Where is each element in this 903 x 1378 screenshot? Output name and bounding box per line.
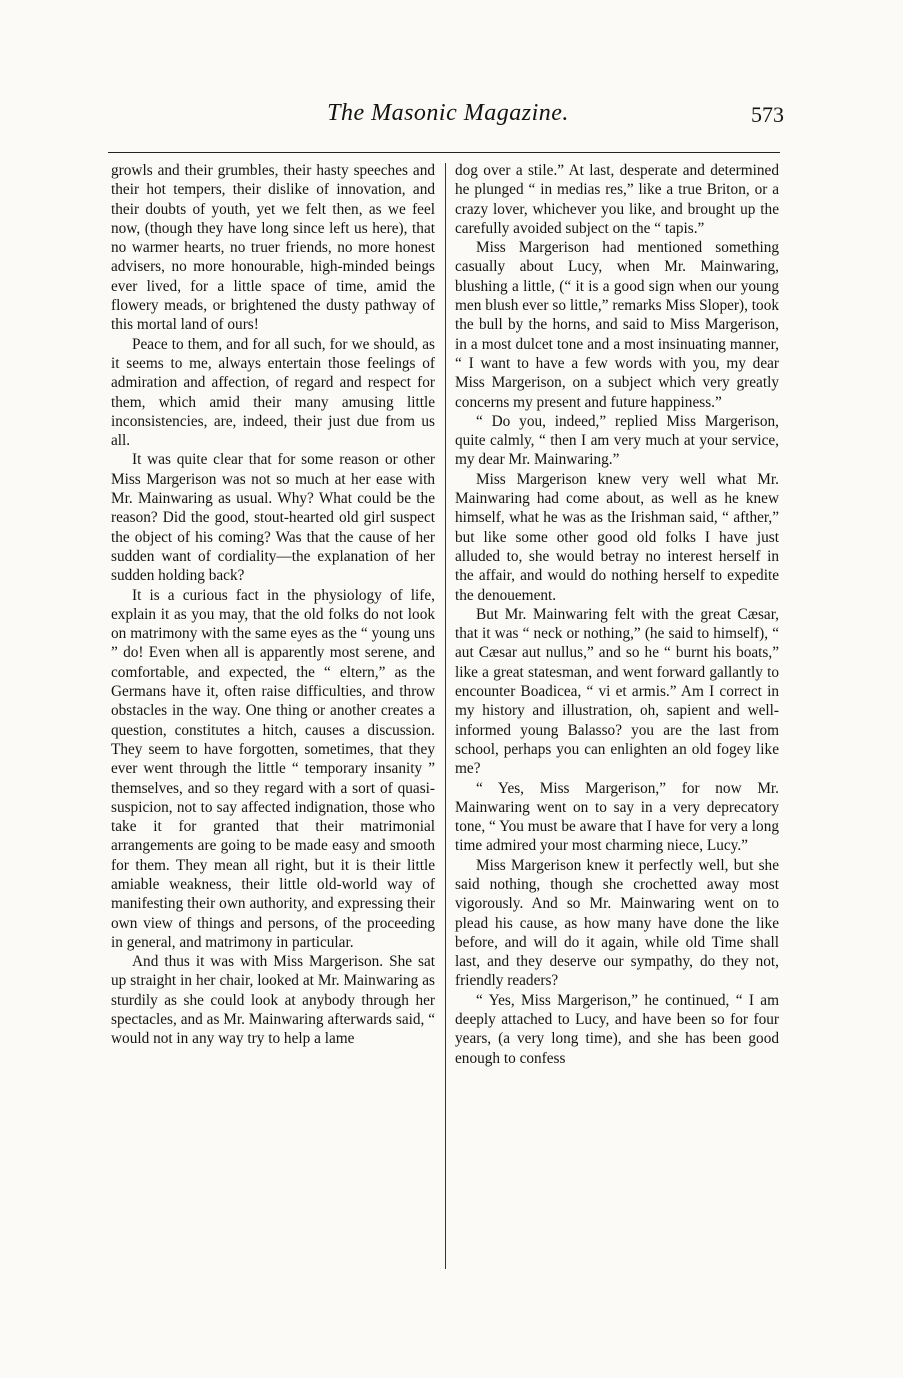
paragraph: growls and their grumbles, their hasty speeches and their hot tempers, their dislike of innovation, and their doubts of youth, yet we felt then, as we feel now, (though they have long since left us here), that no warmer hearts, no truer friends, no more honest advisers, no more honourable, high-minded beings ever lived, for a little space of time, amid the flowery meads, or brightened the dusty pathway of this mortal land of ours! — [111, 162, 435, 334]
paragraph: Miss Margerison knew it perfectly well, but she said nothing, though she crochetted away most vigorously. And so Mr. Mainwaring went on to plead his cause, as how many have done the like before, and will do it again, while old Time shall last, and they deserve our sympathy, do they not, friendly readers? — [455, 856, 779, 990]
paragraph: But Mr. Mainwaring felt with the great Cæsar, that it was “ neck or nothing,” (he said to himself), “ aut Cæsar aut nullus,” and so he “ burnt his boats,” like a great statesman, and went forward gallantly to encounter Boadicea, “ vi et armis.” Am I correct in my history and illustration, oh, sapient and well-informed young Balasso? you are the last from school, perhaps you can enlighten an old fogey like me? — [455, 605, 779, 778]
paragraph: “ Yes, Miss Margerison,” he continued, “ I am deeply attached to Lucy, and have been so for four years, (a very long time), and she has been good enough to confess — [455, 991, 779, 1067]
paragraph: “ Do you, indeed,” replied Miss Margerison, quite calmly, “ then I am very much at your service, my dear Mr. Mainwaring.” — [455, 412, 779, 469]
paragraph: Miss Margerison knew very well what Mr. Mainwaring had come about, as well as he knew himself, what he was as the Irishman said, “ afther,” but like some other good old folks I have just alluded to, she would betray no interest herself in the affair, and would do nothing herself to expedite the denouement. — [455, 470, 779, 604]
paragraph: Miss Margerison had mentioned something casually about Lucy, when Mr. Mainwaring, blushing a little, (“ it is a good sign when our young men blush ever so little,” remarks Miss Sloper), took the bull by the horns, and said to Miss Margerison, in a most dulcet tone and a most insinuating manner, “ I want to have a few words with you, my dear Miss Margerison, on a subject which very greatly concerns my present and future happiness.” — [455, 239, 779, 411]
left-column — [111, 161, 435, 1049]
paragraph: “ Yes, Miss Margerison,” for now Mr. Mainwaring went on to say in a very deprecatory tone, “ You must be aware that I have for very a long time admired your most charming niece, Lucy.” — [455, 779, 779, 855]
paragraph: It is a curious fact in the physiology of life, explain it as you may, that the old folks do not look on matrimony with the same eyes as the “ young uns ” do! Even when all is apparently most serene, and comfortable, and expected, the “ eltern,” as the Germans have it, often raise difficulties, and throw obstacles in the way. One thing or another creates a question, constitutes a hitch, causes a discussion. They seem to have forgotten, sometimes, that they ever went through the little “ temporary insanity ” themselves, and so they regard with a sort of quasi-suspicion, not to say affected indignation, those who take it for granted that their matrimonial arrangements are going to be made easy and smooth for them. They mean all right, but it is their little amiable weakness, their little old-world way of manifesting their own authority, and expressing their own view of things and persons, of the proceeding in general, and matrimony in particular. — [111, 586, 435, 951]
paragraph: Peace to them, and for all such, for we should, as it seems to me, always entertain those feelings of admiration and affection, of regard and respect for them, which amid their many amusing little inconsistencies, are, indeed, their just due from us all. — [111, 335, 435, 450]
right-column — [455, 161, 779, 1068]
magazine-title: The Masonic Magazine. — [327, 100, 569, 126]
paragraph: And thus it was with Miss Margerison. She sat up straight in her chair, looked at Mr. Mainwaring as sturdily as she could look at anybody through her spectacles, and as Mr. Mainwaring afterwards said, “ would not in any way try to help a lame — [111, 953, 435, 1048]
header-rule — [108, 152, 780, 153]
paragraph: dog over a stile.” At last, desperate and determined he plunged “ in medias res,” like a true Briton, or a crazy lover, whichever you like, and brought up the carefully avoided subject on the “ tapis.” — [455, 162, 779, 237]
page-number: 573 — [751, 102, 784, 127]
paragraph: It was quite clear that for some reason or other Miss Margerison was not so much at her ease with Mr. Mainwaring as usual. Why? What could be the reason? Did the good, stout-hearted old girl suspect the object of his coming? Was that the cause of her sudden want of cordiality—the explanation of her sudden holding back? — [111, 451, 435, 585]
running-head — [108, 100, 788, 136]
column-divider — [445, 163, 446, 1269]
